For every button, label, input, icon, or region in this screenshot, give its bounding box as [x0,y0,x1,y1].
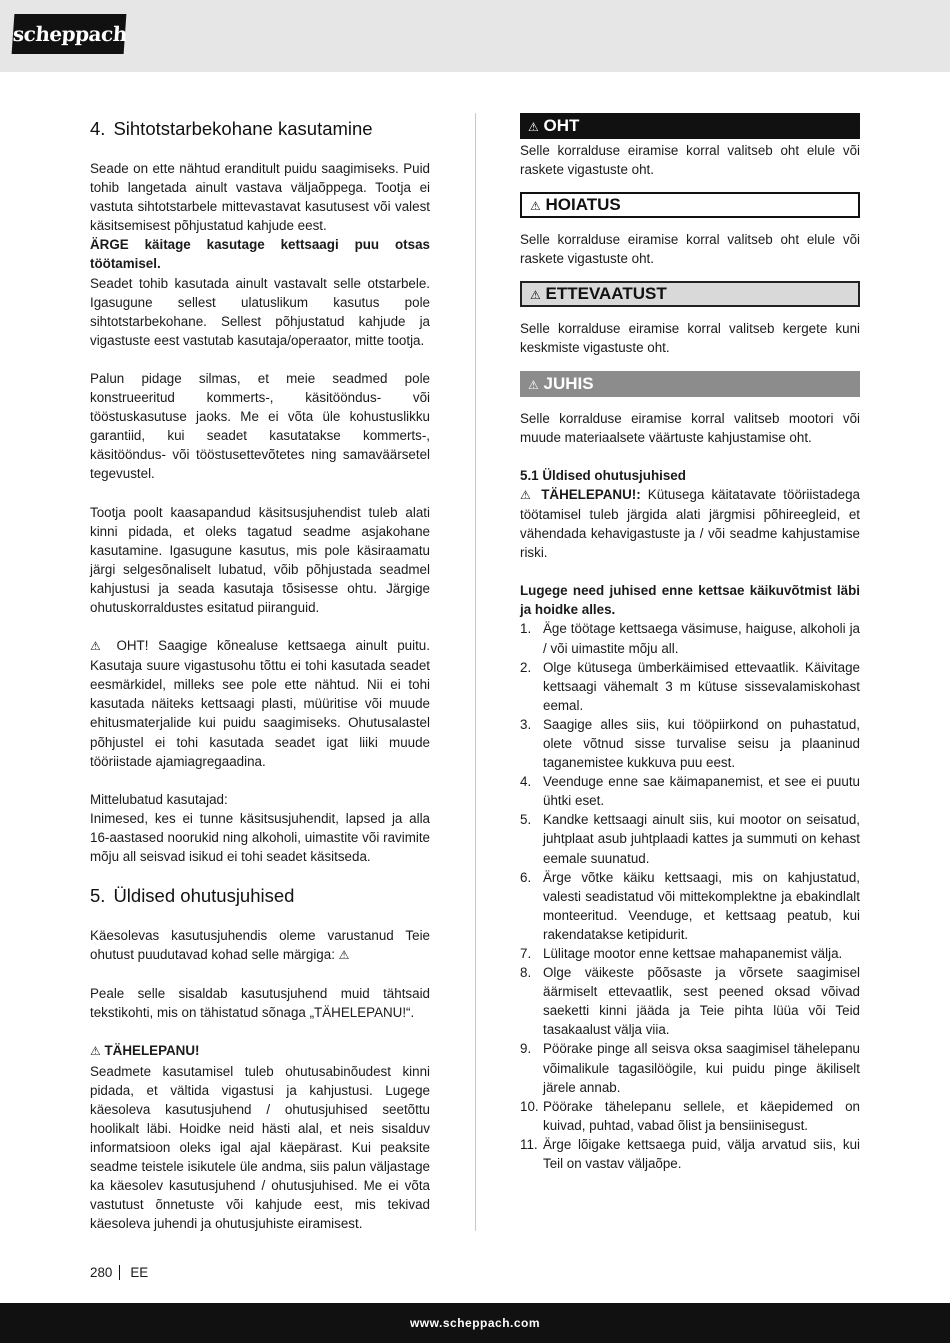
safety-rule-item [520,772,860,810]
warning-triangle-icon: ⚠ [528,377,539,392]
section-4-number: 4. [90,118,106,139]
safety-rule-text: Äge töötage kettsaega väsimuse, haiguse, alkoholi ja / või uimastite mõju all. [543,621,860,656]
safety-rule-number: 4. [520,774,532,790]
safety-rule-number: 2. [520,659,532,675]
safety-rule-item [520,1039,860,1096]
section-5-number: 5. [90,885,106,907]
attention-title: TÄHELEPANU! [104,1043,200,1059]
safety-rule-item [520,1097,860,1135]
warning-triangle-icon: ⚠ [90,639,107,654]
section-5-title: Üldised ohutusjuhised [113,885,295,907]
page-number-block [90,1265,148,1280]
safety-rule-number: 7. [520,946,532,961]
safety-rule-number: 9. [520,1041,532,1057]
safety-marking-paragraph [90,926,430,965]
safety-rule-number: 10. [520,1098,539,1114]
right-column [520,113,860,1173]
warning-triangle-icon: ⚠ [530,288,541,303]
section-5-1-title: 5.1 Üldised ohutusjuhised [520,467,686,483]
safety-rule-text: Olge väikeste põõsaste ja võrsete saagimisel äärmiselt ettevaatlik, sest peened oksad võivad saeketti kinni jääda ja Teie pihta lüüa või Teid tasakaalust välja viia. [543,965,860,1038]
safety-rule-item [520,619,860,657]
safety-rule-text: Lülitage mootor enne kettsae mahapanemist välja. [543,946,843,961]
safety-rule-number: 3. [520,716,532,732]
safety-rule-text: Kandke kettsaagi ainult siis, kui mootor on seisatud, juhtplaat asub juhtplaadi kattes ja summuti on kehast eemale suunatud. [543,812,860,866]
safety-rule-item [520,658,860,715]
safety-rule-item [520,868,860,944]
page-separator [119,1265,120,1280]
safety-rule-item [520,810,860,867]
safety-rule-text: Ärge lõigake kettsaega puid, välja arvatud siis, kui Teil on vastav väljaõpe. [543,1136,860,1172]
section-5-heading [90,884,430,908]
danger-box [520,113,860,139]
danger-description: Selle korralduse eiramise korral valitseb oht elule või raskete vigastuste oht. [520,143,860,178]
safety-rule-number: 5. [520,812,532,828]
attention-paragraph: Seadmete kasutamisel tuleb ohutusabinõudest kinni pidada, et vältida vigastusi ja kahjustusi. Lugege käesoleva kasutusjuhend / ohutusjuhised seetõttu hoolikalt läbi. Hoidke neid hästi alal, et neis sisalduv informatsioon oleks igal ajal käepärast. Kui peaksite seadme teistele isikutele üle andma, siis palun väljastage ka käesolev kasutusjuhend / ohutusjuhised. Me ei võta vastutust õnnetuste või kahjude eest, mis tekivad käesoleva juhendi ja ohutusjuhiste eiramisest. [90,1063,430,1232]
page-number: 280 [90,1265,113,1280]
tree-top-warning: ÄRGE käitage kasutage kettsaagi puu otsas töötamisel. [90,237,430,272]
notice-description: Selle korralduse eiramise korral valitseb mootori või muude materiaalsete väärtuste kahjustamise oht. [520,410,860,445]
safety-rule-item [520,963,860,1039]
safety-rules-list [520,619,860,1173]
column-divider [475,113,476,1231]
section-4-heading [90,117,430,141]
notice-label: JUHIS [543,373,594,393]
scheppach-logo: scheppach [12,14,127,54]
danger-label: OHT [543,116,580,135]
section-5-1-label: TÄHELEPANU!: [541,486,641,502]
website-url: www.scheppach.com [409,1316,541,1330]
manual-compliance-paragraph: Tootja poolt kaasapandud käsitsusjuhendist tuleb alati kinni pidada, et oleks tagatud seadme asjakohane kasutamine. Igasugune kasutus, mis pole käsiraamatu järgi selgesõnaliselt lubatud, võib põhjustada seadmel kahjustusi ja seada kasutaja tõsisesse ohtu. Järgige ohutuskorraldustes esitatud piiranguid. [90,504,430,615]
caution-label: ETTEVAATUST [545,284,667,304]
notice-box [520,371,860,397]
intended-use-paragraph: Seade on ette nähtud eranditult puidu saagimiseks. Puid tohib langetada ainult vastava väljaõppega. Tootja ei vastuta sihtotstarbele mittevastavat kasutusest või valest käsitsemisest põhjustatud kahjude eest. [90,161,430,234]
safety-rule-text: Veenduge enne sae käimapanemist, et see ei puutu ühtki eset. [543,774,860,809]
warning-description: Selle korralduse eiramise korral valitseb oht elule või raskete vigastuste oht. [520,232,860,267]
warning-triangle-icon: ⚠ [338,948,350,963]
warning-triangle-icon: ⚠ [520,487,535,502]
safety-rule-item [520,944,860,963]
caution-box [520,281,860,307]
attention-heading [90,1041,430,1061]
danger-wood-only-text: OHT! Saagige kõnealuse kettsaega ainult puitu. Kasutaja suure vigastusohu tõttu ei tohi kasutada seadet eesmärkidel, milleks see pole ette nähtud. Nii ei tohi kasutada näiteks kettsaagi plasti, müüritise või muude ehitusmaterjalide kui puidu saagimiseks. Ohutusalastel põhjustel ei tohi kasutada seadet igat liiki muude tööriistade ajamiagregaadina. [90,638,430,769]
warning-triangle-icon: ⚠ [530,199,541,214]
left-column [90,113,430,1233]
footer-bar [0,1303,950,1343]
safety-rule-text: Saagige alles siis, kui tööpiirkond on puhastatud, olete võtnud sisse turvalise seisu ja plaaninud taganemistee kukkuva puu eest. [543,716,860,771]
section-5-1-paragraph [520,485,860,562]
warning-box [520,192,860,218]
safety-rule-item [520,715,860,772]
read-instructions-heading: Lugege need juhised enne kettsae käikuvõtmist läbi ja hoidke alles. [520,583,860,618]
safety-rule-text: Pöörake tähelepanu sellele, et käepidemed on kuivad, puhtad, vabad õlist ja bensiinisegust. [543,1098,860,1133]
warning-triangle-icon: ⚠ [90,1044,101,1059]
safety-rule-number: 8. [520,965,532,981]
commercial-use-paragraph: Palun pidage silmas, et meie seadmed pole konstrueeritud kommerts-, käsitööndus- või tööstuskasutuse jaoks. Me ei võta üle kohustuslikku garantiid, kui seadet kasutatakse kommerts-, käsitööndus- või tööstusettevõtetes ning samaväärsetel tegevustel. [90,370,430,482]
safety-rule-number: 6. [520,869,532,885]
safety-rule-text: Olge kütusega ümberkäimised ettevaatlik. Käivitage kettsaagi vähemalt 3 m kütuse sissevalamiskohast eemal. [543,659,860,713]
safety-rule-number: 11. [520,1136,538,1152]
unauthorized-users-label: Mittelubatud kasutajad: [90,791,228,807]
warning-label: HOIATUS [545,195,621,215]
page-header [0,0,950,72]
safety-marking-text: Käesolevas kasutusjuhendis oleme varustanud Teie ohutust puudutavad kohad selle märgiga: [90,928,430,963]
language-code: EE [130,1265,149,1280]
unauthorized-users-paragraph: Inimesed, kes ei tunne käsitsusjuhendit, lapsed ja alla 16-aastased noorukid ning alkoholi, uimastite või ravimite mõju all seisvad isikud ei tohi seadet käsitseda. [90,810,430,864]
safety-rule-text: Ärge võtke käiku kettsaagi, mis on kahjustatud, valesti seadistatud või mittekomplektne ja ebakindlalt monteeritud. Veenduge, et kettsaag peatub, kui rakendatakse ketipidurit. [543,869,860,942]
warning-triangle-icon: ⚠ [528,120,539,134]
section-4-title: Sihtotstarbekohane kasutamine [113,118,373,139]
section-5-1-text: Kütusega käitatavate tööriistadega töötamisel tuleb järgida alati järgmisi põhireegleid, et vähendada kehavigastuste ja / või seadme kahjustamise riski. [520,486,860,561]
caution-description: Selle korralduse eiramise korral valitseb kergete kuni keskmiste vigastuste oht. [520,321,860,356]
danger-wood-only-paragraph [90,636,430,771]
attention-marking-paragraph: Peale selle sisaldab kasutusjuhend muid tähtsaid tekstikohti, mis on tähistatud sõnaga „TÄHELEPANU!“. [90,986,430,1021]
safety-rule-number: 1. [520,621,532,637]
purpose-paragraph: Seadet tohib kasutada ainult vastavalt selle otstarbele. Igasugune sellest ulatuslikum kasutus pole sihtotstarbekohane. Sellest põhjustatud kahjude ja vigastuste eest vastutab kasutaja/operaator, mitte tootja. [90,275,430,348]
safety-rule-text: Pöörake pinge all seisva oksa saagimisel tähelepanu võimalikule tagasilöögile, kui puidu pinge äkiliselt järele annab. [543,1041,860,1095]
safety-rule-item [520,1135,860,1173]
